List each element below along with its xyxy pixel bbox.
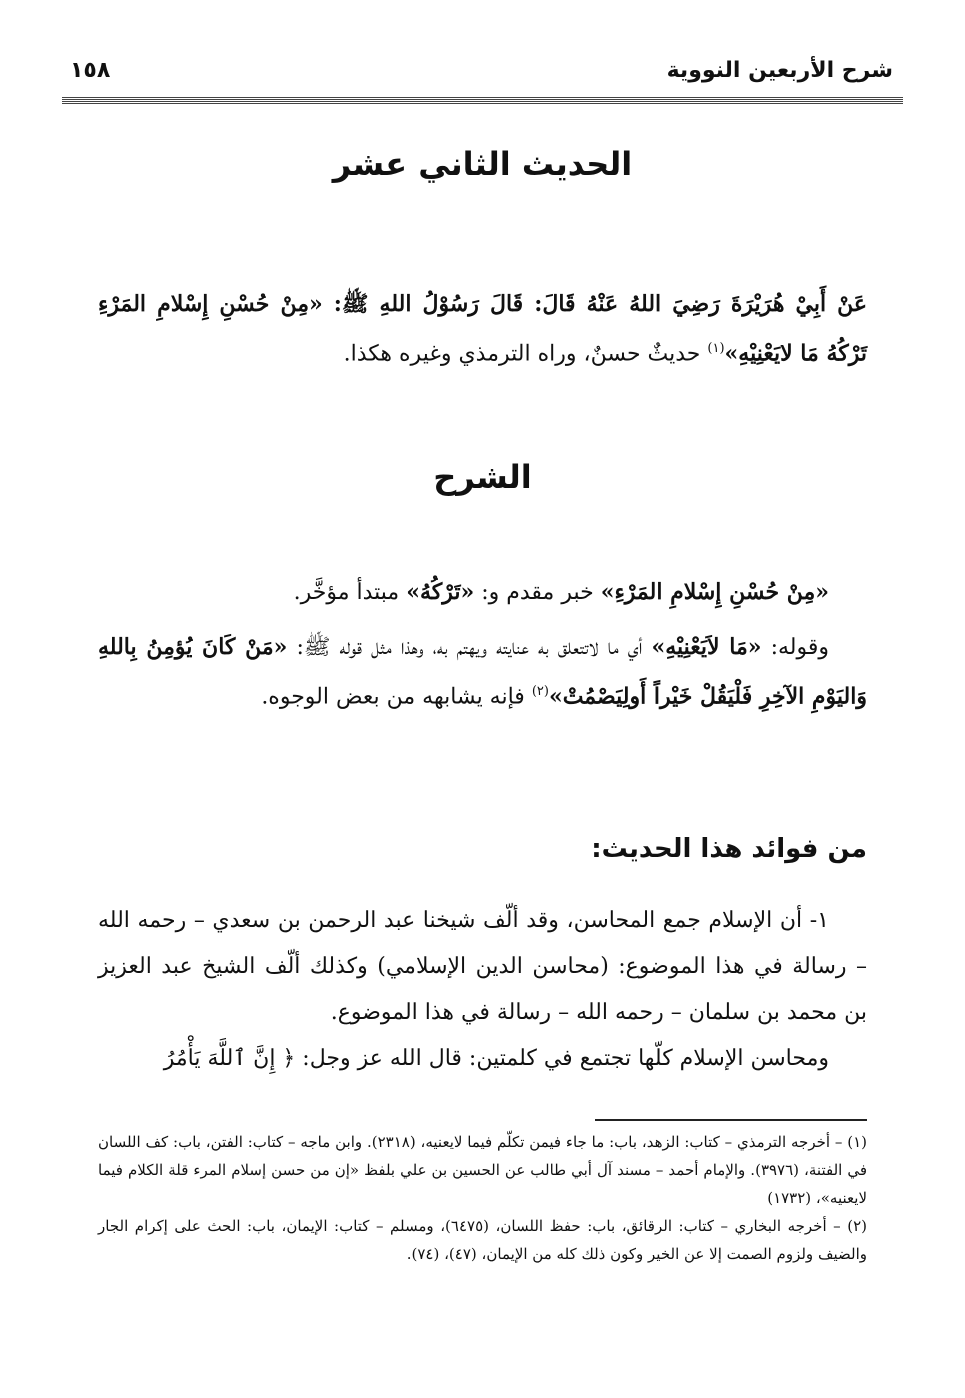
footnotes	[98, 1128, 867, 1268]
footnote-divider	[595, 1119, 867, 1121]
benefits-section	[98, 898, 867, 1082]
footnote-ref-2[interactable]: (٢)	[531, 684, 549, 699]
explanation-text: وقوله:	[761, 635, 829, 660]
quote-ma-la-yanih: «مَا لاَيَعْنِيْهِ»	[651, 634, 762, 660]
footnote-ref-1[interactable]: (١)	[707, 341, 725, 356]
page-number: ١٥٨	[70, 58, 111, 83]
explanation-section	[98, 570, 867, 725]
explanation-paragraph-2	[98, 625, 867, 719]
explanation-paragraph-1	[98, 570, 867, 615]
header-divider	[62, 97, 903, 104]
running-header	[70, 58, 893, 94]
benefits-heading: من فوائد هذا الحديث:	[591, 834, 867, 864]
running-title: شرح الأربعين النووية	[666, 58, 893, 83]
explanation-text: خبر مقدم و:	[474, 580, 601, 605]
quote-man-kana-yumin: «مَنْ كَانَ يُؤمِنُ بِاللهِ وَاليَوْمِ الآخِرِ فَلْيَقُلْ خَيْراً أَولِيَصْمُتْ»	[98, 634, 867, 710]
benefit-paragraph-2: ومحاسن الإسلام كلّها تجتمع في كلمتين: قال الله عز وجل: ﴿ إِنَّ ٱللَّهَ يَأْمُرُ	[163, 1046, 829, 1071]
quote-tarkuhu: «تَرْكُهُ»	[406, 579, 475, 605]
hadith-grading: حديثٌ حسنٌ، وراه الترمذي وغيره هكذا.	[343, 341, 708, 367]
explanation-text: فإنه يشابهه من بعض الوجوه.	[261, 684, 532, 710]
footnote-1: (١) – أخرجه الترمذي – كتاب: الزهد، باب: ما جاء فيمن تكلّم فيما لايعنيه، (٢٣١٨). وابن ماجه – كتاب: الفتن، باب: كف اللسان في الفتنة، (٣٩٧٦). والإمام أحمد – مسند آل أبي طالب عن الحسين بن علي بلفظ «إن من حسن إسلام المرء قلة الكلام فيما لايعنيه»، (١٧٣٢)	[98, 1133, 867, 1207]
explanation-text: أي ما لاتتعلق به عنايته ويهتم به، وهذا مثل قوله ﷺ:	[287, 635, 652, 660]
sharh-title: الشرح	[433, 458, 532, 496]
footnote-2: (٢) – أخرجه البخاري – كتاب: الرقائق، باب: حفظ اللسان، (٦٤٧٥)، ومسلم – كتاب: الإيمان، باب: الحث على إكرام الجار والضيف ولزوم الصمت إلا عن الخير وكون ذلك كله من الإيمان، (٤٧)، (٧٤).	[98, 1217, 867, 1263]
hadith-title: الحديث الثاني عشر	[332, 145, 633, 183]
hadith-text	[98, 282, 867, 376]
quote-husn-islam: «مِنْ حُسْنِ إِسْلامِ المَرْءِ»	[600, 579, 829, 605]
benefit-item-1: ١- أن الإسلام جمع المحاسن، وقد ألّف شيخنا عبد الرحمن بن سعدي – رحمه الله – رسالة في هذا الموضوع: (محاسن الدين الإسلامي) وكذلك ألّف الشيخ عبد العزيز بن محمد بن سلمان – رحمه الله – رسالة في هذا الموضوع.	[98, 908, 867, 1025]
hadith-matn: عَنْ أَبِيْ هُرَيْرَةَ رَضِيَ اللهُ عَنْهُ قَالَ: قَالَ رَسُوْلُ اللهِ ﷺ: «مِنْ حُسْنِ إِسْلامِ المَرْءِ تَرْكُهُ مَا لايَعْنِيْهِ»	[98, 291, 867, 367]
explanation-text: مبتدأ مؤخَّر.	[293, 580, 407, 605]
